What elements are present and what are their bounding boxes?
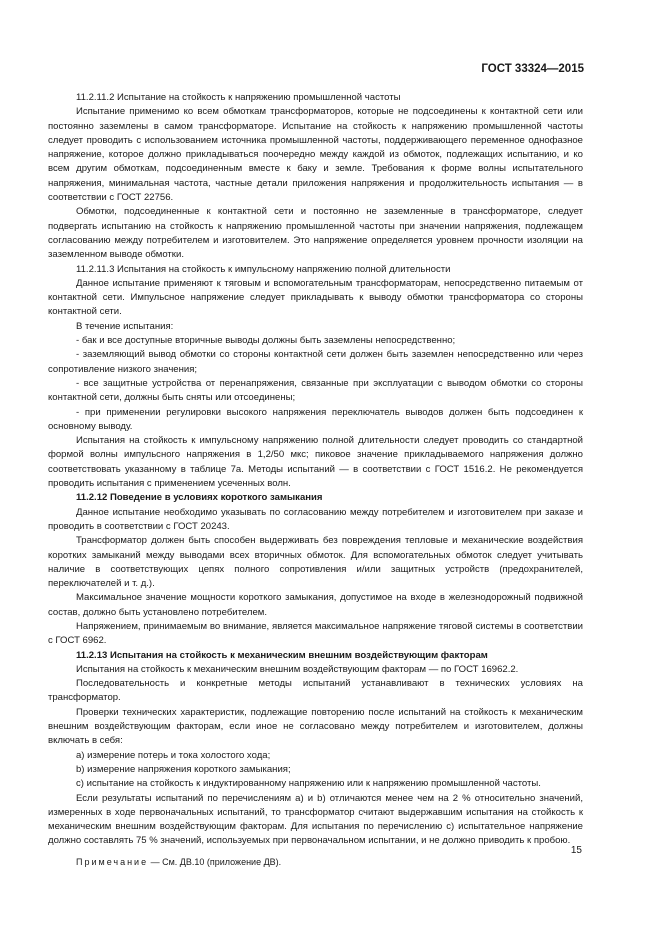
paragraph: Трансформатор должен быть способен выдерживать без повреждения тепловые и механические воздействия коротких замыканий между выводами всех вторичных обмоток. Для вспомогательных обмоток следует учитывать наличие в соответствующих цепях полного сопротивления и/или защитных устройств (предохранителей, переключателей и т. д.).: [48, 535, 583, 590]
paragraph: Обмотки, подсоединенные к контактной сети и постоянно не заземленные в трансформаторе, следует подвергать испытанию на стойкость к напряжению промышленной частоты при значении напряжения, подлежащем согласованию между потребителем и изготовителем. Это напряжение определяется уровнем прочности изоляции на заземленном выводе обмотки.: [48, 206, 583, 261]
page-number: 15: [570, 845, 582, 856]
list-item: - при применении регулировки высокого напряжения переключатель выводов должен быть подсоединен к основному выводу.: [48, 406, 583, 432]
list-item: a) измерение потерь и тока холостого хода;: [76, 749, 271, 761]
list-item: - заземляющий вывод обмотки со стороны контактной сети должен быть заземлен непосредственно или через сопротивление низкого значения;: [48, 349, 583, 375]
section-heading-11-2-13: 11.2.13 Испытания на стойкость к механическим внешним воздействующим факторам: [76, 649, 488, 661]
paragraph: Последовательность и конкретные методы испытаний устанавливают в технических условиях на трансформатор.: [48, 678, 583, 704]
paragraph: Если результаты испытаний по перечислениям a) и b) отличаются менее чем на 2 % относительно значений, измеренных в ходе первоначальных испытаний, то трансформатор считают выдержавшим испытания на стойкость к механическим внешним воздействующим факторам. Для испытания по перечислению c) испытательное напряжение должно составлять 75 % значений, используемых при первоначальном испытании, и не должно приводить к пробою.: [48, 792, 583, 847]
note: [48, 855, 583, 869]
paragraph: Проверки технических характеристик, подлежащие повторению после испытаний на стойкость к механическим внешним воздействующим факторам, если иное не согласовано между потребителем и изготовителем, должны включать в себя:: [48, 706, 583, 747]
note-text: — См. ДВ.10 (приложение ДВ).: [148, 856, 282, 867]
list-item: b) измерение напряжения короткого замыкания;: [76, 763, 291, 775]
document-header: ГОСТ 33324—2015: [481, 63, 584, 75]
section-heading-11-2-11-3: 11.2.11.3 Испытания на стойкость к импульсному напряжению полной длительности: [76, 263, 451, 275]
paragraph: Данное испытание необходимо указывать по согласованию между потребителем и изготовителем при заказе и проводить в соответствии с ГОСТ 20243.: [48, 506, 583, 532]
paragraph: В течение испытания:: [76, 320, 174, 332]
document-body: [48, 91, 583, 869]
paragraph: Максимальное значение мощности короткого замыкания, допустимое на входе в железнодорожный подвижной состав, должно быть установлено потребителем.: [48, 592, 583, 618]
paragraph: Испытания на стойкость к механическим внешним воздействующим факторам — по ГОСТ 16962.2.: [76, 663, 519, 675]
list-item: c) испытание на стойкость к индуктированному напряжению или к напряжению промышленной частоты.: [76, 778, 541, 790]
section-heading-11-2-11-2: 11.2.11.2 Испытание на стойкость к напряжению промышленной частоты: [76, 92, 401, 103]
note-label: Примечание: [76, 856, 149, 867]
paragraph: Данное испытание применяют к тяговым и вспомогательным трансформаторам, непосредственно питаемым от контактной сети. Импульсное напряжение следует прикладывать к выводу обмотки трансформатора со стороны контактной сети.: [48, 277, 583, 318]
list-item: - все защитные устройства от перенапряжения, связанные при эксплуатации с выводом обмотки со стороны контактной сети, должны быть сняты или отсоединены;: [48, 377, 583, 404]
paragraph: Напряжением, принимаемым во внимание, является максимальное напряжение тяговой системы в соответствии с ГОСТ 6962.: [48, 620, 583, 647]
list-item: - бак и все доступные вторичные выводы должны быть заземлены непосредственно;: [76, 335, 456, 347]
paragraph: Испытания на стойкость к импульсному напряжению полной длительности следует проводить со стандартной формой волны импульсного напряжения в 1,2/50 мкс; пиковое значение прикладываемого напряжения должно соответствовать указанному в таблице 7а. Методы испытаний — в соответствии с ГОСТ 1516.2. Не рекомендуется проводить испытания с применением усеченных волн.: [48, 435, 583, 490]
paragraph: Испытание применимо ко всем обмоткам трансформаторов, которые не подсоединены к контактной сети или постоянно заземлены в самом трансформаторе. Испытание на стойкость к напряжению промышленной частоты следует проводить с использованием источника промышленной частоты, поддерживающего переменное однофазное напряжение, которое должно прикладываться поочередно между каждой из обмоток, подлежащих испытанию, и ко всем другим обмоткам, подсоединенным вместе к баку и земле. Требования к форме волны испытательного напряжения, минимальная частота, частные детали приложения напряжения и продолжительность испытания — в соответствии с ГОСТ 22756.: [48, 106, 583, 204]
section-heading-11-2-12: 11.2.12 Поведение в условиях короткого замыкания: [76, 492, 323, 504]
